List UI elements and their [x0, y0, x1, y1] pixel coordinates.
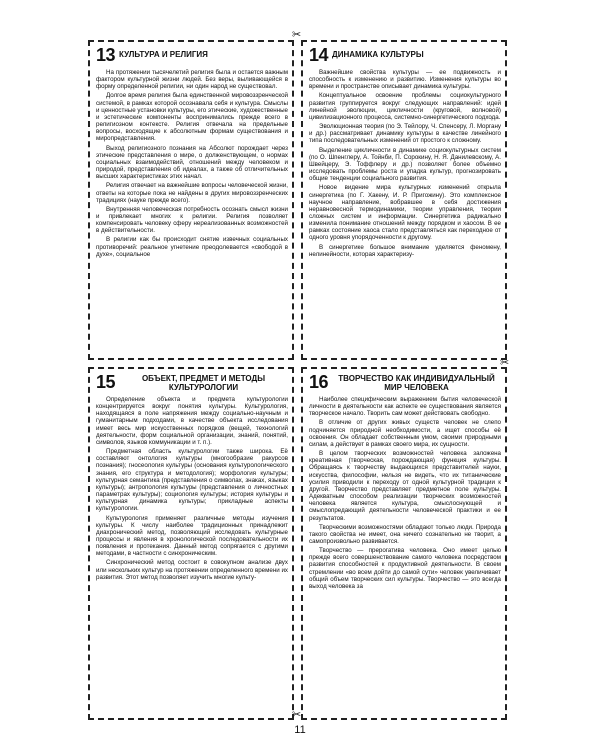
card-title: ОБЪЕКТ, ПРЕДМЕТ И МЕТОДЫ КУЛЬТУРОЛОГИИ — [141, 374, 266, 392]
paragraph: Важнейшие свойства культуры — ее подвижность и способность к изменению и развитию. Изменения культуры во времени и пространстве описывает динамика культуры. — [309, 69, 501, 91]
card-body — [90, 69, 292, 258]
paragraph: Наиболее специфическим выражением бытия человеческой личности в деятельности как аспекте ее существования является творческое начало. Творить сам может действовать свободно. — [309, 396, 501, 418]
paragraph: Творчество — прерогатива человека. Оно имеет целью прежде всего совершенствование самого человека посредством развития способностей к продуктивной деятельности. В своем стремлении «во всем дойти до самой сути» человек увеличивает общий объем творческих сил культуры. Творчество — это всегда выход человека за — [309, 547, 501, 590]
paragraph: В целом творческих возможностей человека заложена креативная (творческая, порождающая) функция культуры. Обращаясь к творчеству выдающихся представителей науки, искусства, философии, нельзя не видеть, что их титанические усилия приводили к переходу от одной культурной традиции к другой. Творчество представляет предметное поле культуры. Адекватным способом реализации творческих возможностей человека является культура, смыслоснующей и смыслопредающий деятельности человеческой практики и ее результатов. — [309, 450, 501, 522]
paragraph: Творческими возможностями обладают только люди. Природа такого свойства не имеет, она ничего сознательно не творит, а самопроизвольно развивается. — [309, 523, 501, 545]
card-header — [90, 369, 292, 396]
page-number: 11 — [294, 724, 306, 736]
scissors-icon: ✂ — [292, 29, 302, 41]
card-body — [303, 69, 505, 258]
paragraph: Новое видение мира культурных изменений открыла синергетика (по Г. Хакену, И. Р. Пригожину). Это комплексное научное направление, вобравшее в себя достижения неравновесной термодинамики, теории управления, теории сложных систем и информации. Синергетика радикально изменила понимание отношений между порядком и хаосом. В ее рамках состояние хаоса стало представляться как переходное от одного уровня упорядоченности к другому. — [309, 184, 501, 242]
card-body — [303, 396, 505, 590]
card-number: 14 — [309, 45, 329, 65]
paragraph: В синергетике большое внимание уделяется феномену, нелинейности, которая характеризу- — [309, 243, 501, 258]
card-body — [90, 396, 292, 581]
card-header — [303, 42, 505, 69]
card-15 — [88, 367, 294, 720]
paragraph: Выход религиозного познания на Абсолют порождает через этические представления о мире, о долженствующем, о нормах социальных взаимодействий, отношений между человеком и природой, представления об идеалах, а также об отличительных высших характеристиках этих начал. — [96, 144, 288, 181]
paragraph: Предметная область культурологии также широка. Её составляют онтология культуры (многообразие ракурсов познания); гносеология культуры (основания культурологического знания, его структура и методология); морфология культуры; культурная семантика (представления о символах, знаках, языках культуры); антропология культуры (представления о личностных параметрах культуры); социология культуры; история культуры и культурная динамика культуры; прикладные аспекты культурологии. — [96, 448, 288, 513]
card-number: 16 — [309, 372, 329, 392]
card-title: ДИНАМИКА КУЛЬТУРЫ — [332, 50, 424, 59]
paragraph: Культурология применяет различные методы изучения культуры. К числу наиболее традиционных принадлежит диахронический метод, позволяющий исследовать культурные процессы и явления в хронологической последовательности их появления и протекания. Данный метод сопрягается с другими методами, в частности с синхроническим. — [96, 514, 288, 558]
scissors-icon: ✂ — [292, 709, 302, 721]
paragraph: Религия отвечает на важнейшие вопросы человеческой жизни, ответы на которые пока не найдены в других мировоззренческих традициях (науке прежде всего). — [96, 182, 288, 204]
paragraph: Долгое время религия была единственной мировоззренческой системой, в рамках которой осознавала себя и культура. Смыслы и ценностные установки культуры, его этические, художественные и эстетические компоненты воспринимались прежде всего в религиозном контексте. Религия отвечала на предельные вопросы, восходящие к абсолютным формам существования и миропредставления. — [96, 92, 288, 143]
paragraph: Определение объекта и предмета культурологии концентрируется вокруг понятия культуры. Культурология, находящаяся в поле напряжения между социально-научным и гуманитарным подходами, в качестве объекта исследования имеет весь мир искусственных порядков (вещей, технологий деятельности, форм социальной организации, знаний, понятий, символов, языков коммуникации и т. п.). — [96, 396, 288, 446]
card-16 — [301, 367, 507, 720]
card-13 — [88, 40, 294, 360]
card-number: 15 — [96, 372, 116, 392]
card-header — [90, 42, 292, 69]
card-14 — [301, 40, 507, 360]
paragraph: Внутренняя человеческая потребность осознать смысл жизни и привлекает многих к религии. Религия позволяет компенсировать человеку сферу нереализованных возможностей в действительности. — [96, 205, 288, 235]
paragraph: В религии как бы происходит снятие извечных социальных противоречий: реальное угнетение преодолевается «свободой в духе», социальное — [96, 236, 288, 258]
paragraph: Эволюционная теория (по Э. Тейлору, Ч. Спенсеру, Л. Моргану и др.) рассматривает динамику культуры в качестве линейного типа последовательных изменений от простого к сложному. — [309, 123, 501, 145]
paragraph: Концептуальное освоение проблемы социокультурного развития группируется вокруг следующих направлений: идей линейной эволюции, цикличности (круговой, волновой) цивилизационного процесса, системно-синергетического подхода. — [309, 92, 501, 121]
paragraph: Выделение цикличности в динамике социокультурных систем (по О. Шпенглеру, А. Тойнби, П. Сорокину, Н. Я. Данилевскому, А. Швейцеру, Э. Тоффлеру и др.) позволяет более объемно исследовать проблемы роста и упадка культур, прогнозировать общие тенденции социального развития. — [309, 146, 501, 183]
paragraph: Синхронический метод состоит в совокупном анализе двух или нескольких культур на протяжении определенного времени их развития. Этот метод позволяет изучить многие культу- — [96, 559, 288, 581]
card-header — [303, 369, 505, 396]
card-title: ТВОРЧЕСТВО КАК ИНДИВИДУАЛЬНЫЙ МИР ЧЕЛОВЕКА — [338, 374, 495, 392]
paragraph: На протяжении тысячелетий религия была и остается важным фактором культурной жизни людей. Без веры, выливающейся в форму определенной религии, ни один народ не существовал. — [96, 69, 288, 91]
scissors-icon: ✂ — [500, 357, 510, 369]
paragraph: В отличие от других живых существ человек не слепо подчиняется природной необходимости, а ищет способы её освоения. Он обладает собственным умом, своими природными силам, а действует в рамках своего мира, их сущности. — [309, 419, 501, 448]
card-title: КУЛЬТУРА И РЕЛИГИЯ — [119, 50, 208, 59]
card-number: 13 — [96, 45, 116, 65]
